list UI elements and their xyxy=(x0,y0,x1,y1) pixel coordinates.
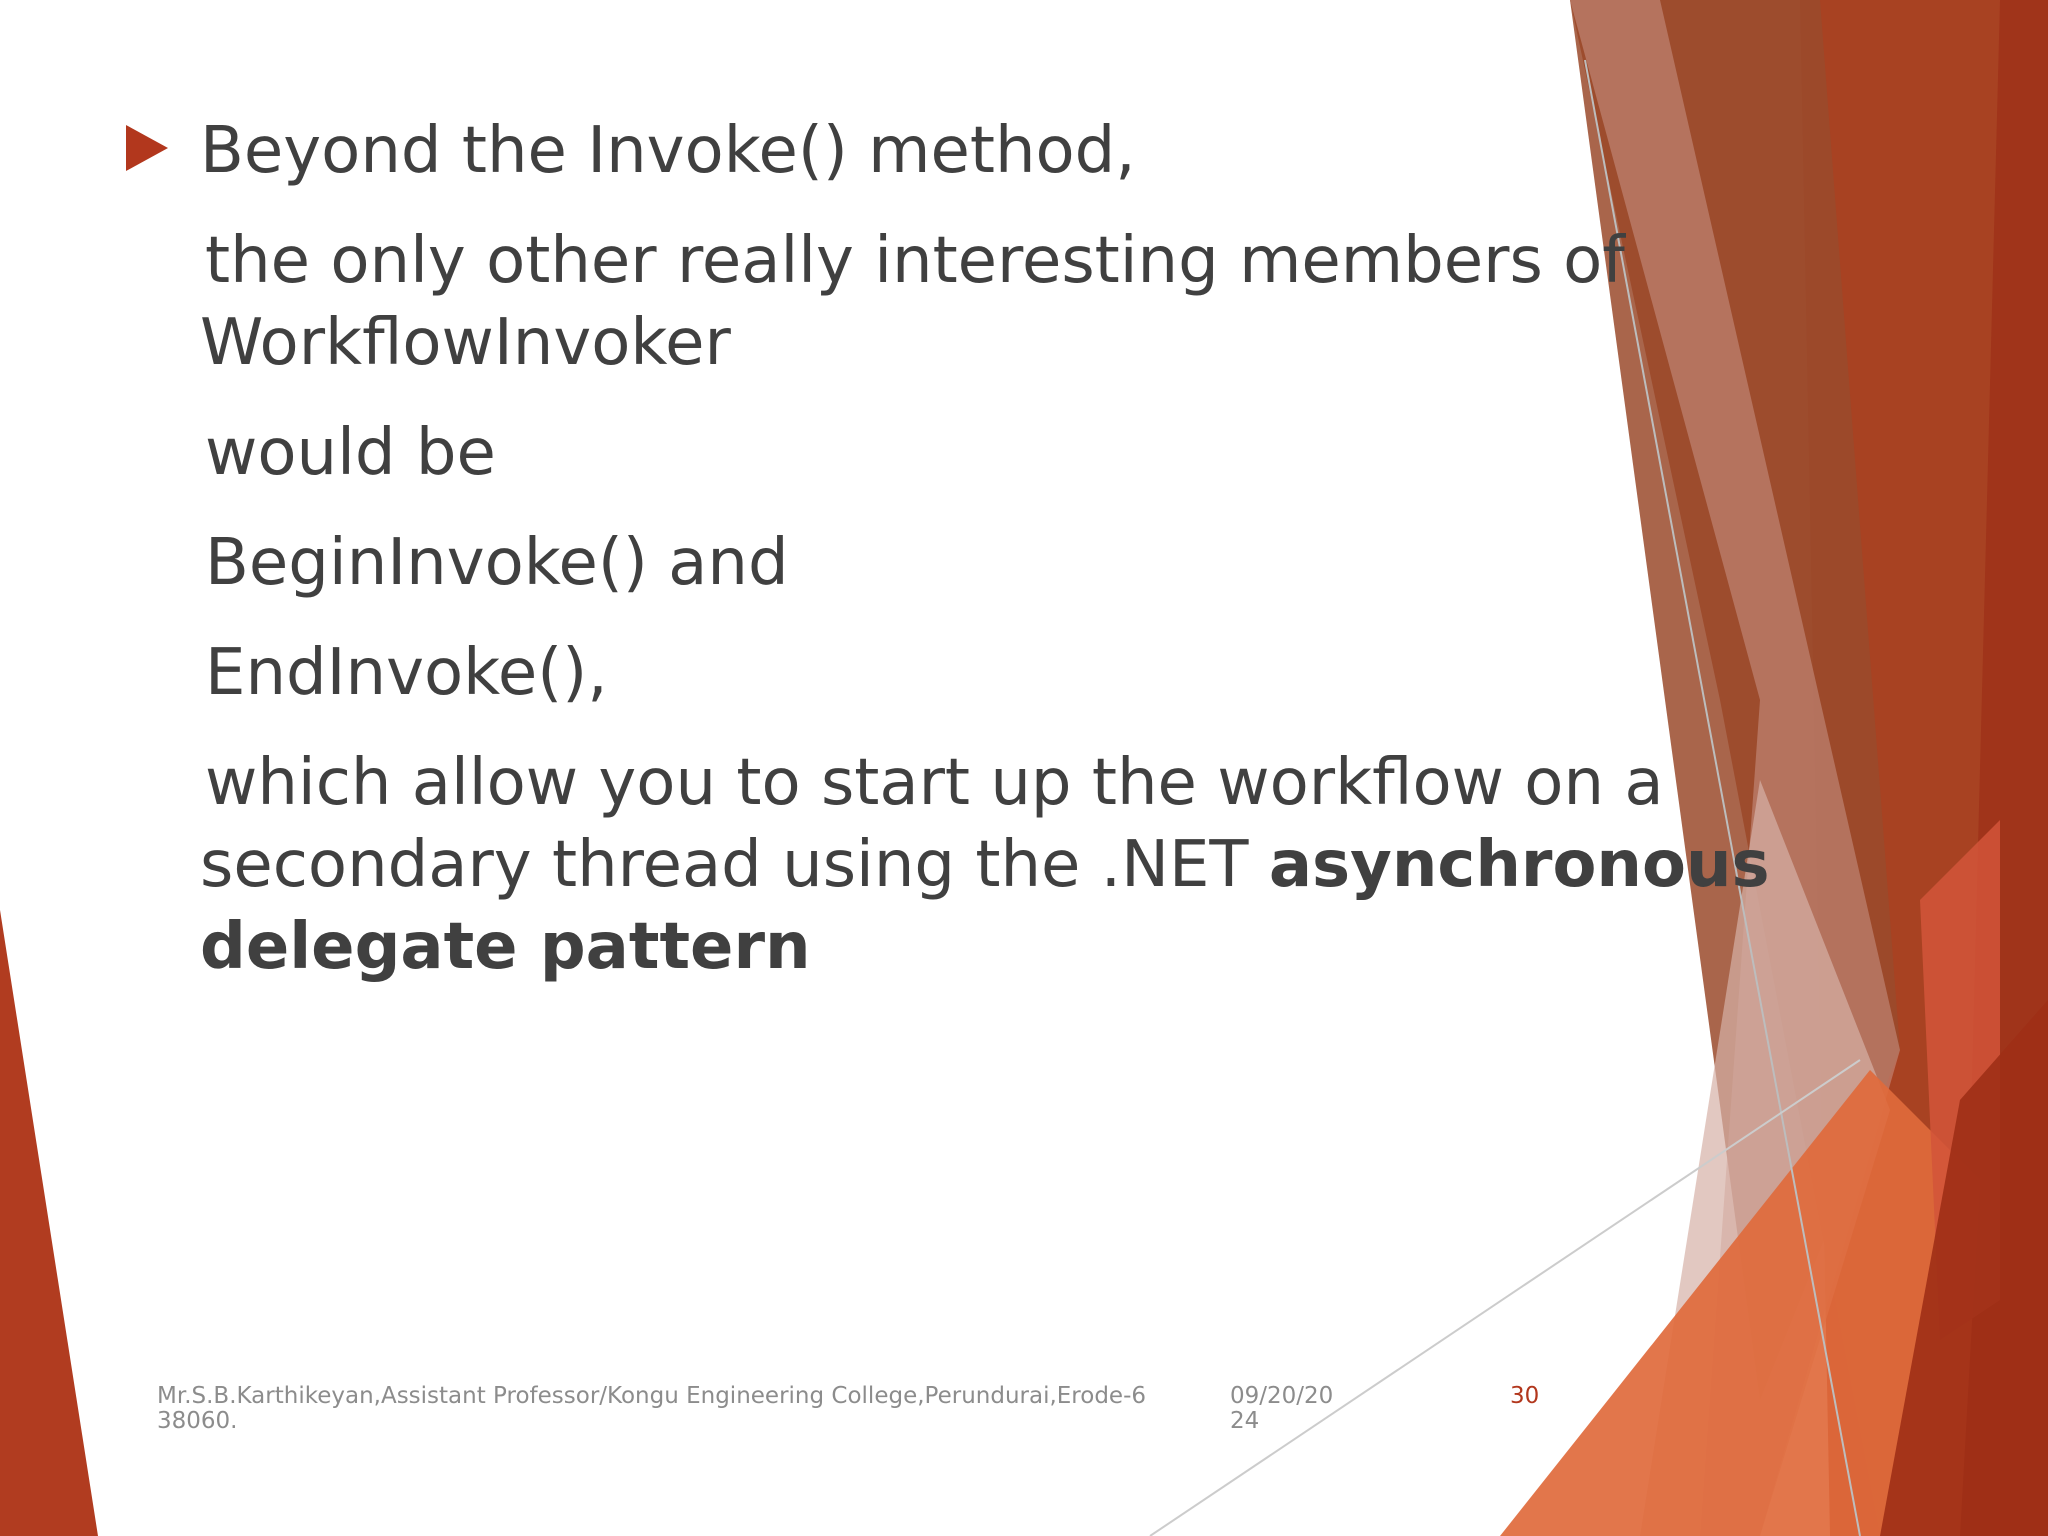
footer-date xyxy=(1230,1384,1333,1434)
bullet-text: Beyond the Invoke() method, xyxy=(200,114,1136,188)
footer-author-line-2: 38060. xyxy=(157,1408,238,1434)
body-line-3: WorkflowInvoker xyxy=(200,306,731,380)
body-line-9: delegate pattern xyxy=(200,910,811,984)
body-line-8-normal: secondary thread using the .NET xyxy=(200,828,1269,902)
body-line-8 xyxy=(200,824,1770,906)
footer-author xyxy=(157,1384,1146,1434)
footer-author-line-1: Mr.S.B.Karthikeyan,Assistant Professor/Kongu Engineering College,Perundurai,Erode-6 xyxy=(157,1383,1147,1409)
footer-date-line-2: 24 xyxy=(1230,1408,1260,1434)
body-line-4: would be xyxy=(205,416,496,490)
footer-date-line-1: 09/20/20 xyxy=(1230,1383,1334,1409)
left-edge-shape xyxy=(0,910,98,1536)
body-line-6: EndInvoke(), xyxy=(205,636,608,710)
body-line-5: BeginInvoke() and xyxy=(205,526,789,600)
body-line-8-bold: asynchronous xyxy=(1268,828,1770,902)
body-line-7: which allow you to start up the workflow on a xyxy=(205,746,1664,820)
page-number: 30 xyxy=(1510,1383,1540,1409)
bullet-triangle-icon xyxy=(126,125,168,171)
body-line-2: the only other really interesting members of xyxy=(205,224,1625,298)
